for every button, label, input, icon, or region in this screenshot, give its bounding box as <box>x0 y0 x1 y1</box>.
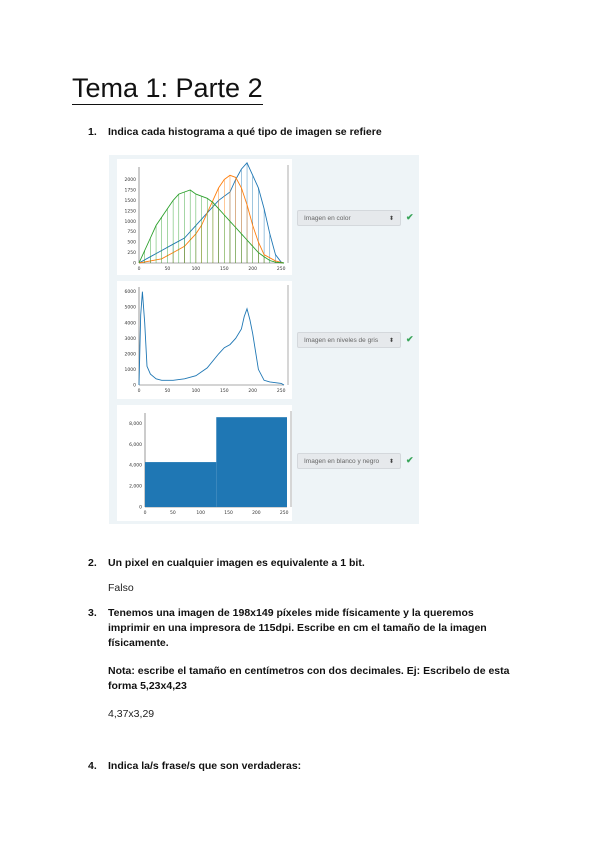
x-tick-label: 100 <box>196 511 205 516</box>
histogram-color-plot <box>117 159 292 275</box>
y-tick-label: 1000 <box>124 219 136 225</box>
x-tick-label: 250 <box>276 389 286 394</box>
question-text: Un pixel en cualquier imagen es equivalente a 1 bit. <box>108 557 365 569</box>
histogram-gray <box>117 281 292 399</box>
select-histogram-3[interactable] <box>297 453 401 469</box>
y-tick-label: 1000 <box>124 367 136 373</box>
chevron-updown-icon: ⬍ <box>388 459 394 465</box>
x-tick-label: 100 <box>191 389 201 394</box>
y-tick-label: 1250 <box>124 209 136 215</box>
question-text: Tenemos una imagen de 198x149 píxeles mide físicamente y la queremos imprimir en una impresora de 115dpi. Escribe en cm el tamaño de la imagen físicamente. <box>108 607 487 649</box>
select-histogram-1[interactable] <box>297 210 401 226</box>
x-tick-label: 250 <box>279 511 289 516</box>
x-tick-label: 50 <box>164 267 171 272</box>
histogram-line-gray <box>139 292 284 385</box>
question-text: Indica la/s frase/s que son verdaderas: <box>108 760 302 772</box>
select-value: Imagen en color <box>304 215 351 222</box>
question-text: Indica cada histograma a qué tipo de imagen se refiere <box>108 126 382 138</box>
y-tick-label: 0 <box>139 505 142 511</box>
y-tick-label: 6000 <box>124 290 136 296</box>
histogram-color <box>117 159 292 275</box>
y-tick-label: 1750 <box>124 188 136 194</box>
x-tick-label: 50 <box>164 389 171 394</box>
check-icon: ✔ <box>406 334 414 344</box>
select-value: Imagen en blanco y negro <box>304 458 380 465</box>
y-tick-label: 4,000 <box>129 463 142 469</box>
question-1 <box>88 125 382 140</box>
x-tick-label: 150 <box>224 511 233 516</box>
x-tick-label: 0 <box>143 511 147 516</box>
histogram-line-blue <box>139 163 284 263</box>
histogram-bar <box>145 462 216 507</box>
x-tick-label: 150 <box>219 267 229 272</box>
select-value: Imagen en niveles de gris <box>304 337 379 344</box>
histogram-bw-plot <box>117 405 292 521</box>
x-tick-label: 200 <box>248 267 258 272</box>
y-tick-label: 8,000 <box>129 421 142 427</box>
y-tick-label: 6,000 <box>129 442 142 448</box>
x-tick-label: 150 <box>219 389 229 394</box>
y-tick-label: 500 <box>127 240 136 246</box>
question-number: 1. <box>88 126 97 138</box>
question-2 <box>88 556 365 571</box>
x-tick-label: 0 <box>137 389 141 394</box>
chevron-updown-icon: ⬍ <box>388 338 394 344</box>
x-tick-label: 200 <box>248 389 258 394</box>
y-tick-label: 2,000 <box>129 484 142 490</box>
histogram-gray-plot <box>117 281 292 399</box>
y-tick-label: 0 <box>133 383 136 389</box>
x-tick-label: 0 <box>137 267 141 272</box>
question-4 <box>88 759 302 774</box>
chevron-updown-icon: ⬍ <box>388 216 394 222</box>
y-tick-label: 4000 <box>124 321 136 327</box>
histogram-bw <box>117 405 292 521</box>
question-3 <box>88 606 487 649</box>
x-tick-label: 250 <box>276 267 286 272</box>
question-number: 3. <box>88 607 97 619</box>
x-tick-label: 100 <box>191 267 201 272</box>
y-tick-label: 0 <box>133 261 136 267</box>
y-tick-label: 2000 <box>124 178 136 184</box>
histogram-panel <box>109 155 419 524</box>
y-tick-label: 750 <box>127 230 136 236</box>
histogram-bar <box>216 417 287 507</box>
answer-2: Falso <box>108 582 134 594</box>
question-number: 2. <box>88 557 97 569</box>
check-icon: ✔ <box>406 455 414 465</box>
y-tick-label: 1500 <box>124 198 136 204</box>
y-tick-label: 2000 <box>124 352 136 358</box>
question-3-note: Nota: escribe el tamaño en centímetros con dos decimales. Ej: Escribelo de esta forma 5,23x4,23 <box>108 665 510 692</box>
x-tick-label: 200 <box>252 511 261 516</box>
y-tick-label: 3000 <box>124 336 136 342</box>
x-tick-label: 50 <box>169 511 176 516</box>
question-number: 4. <box>88 760 97 772</box>
answer-3: 4,37x3,29 <box>108 708 155 720</box>
check-icon: ✔ <box>406 212 414 222</box>
y-tick-label: 5000 <box>124 305 136 311</box>
select-histogram-2[interactable] <box>297 332 401 348</box>
y-tick-label: 250 <box>127 251 136 257</box>
page-title: Tema 1: Parte 2 <box>72 73 263 103</box>
